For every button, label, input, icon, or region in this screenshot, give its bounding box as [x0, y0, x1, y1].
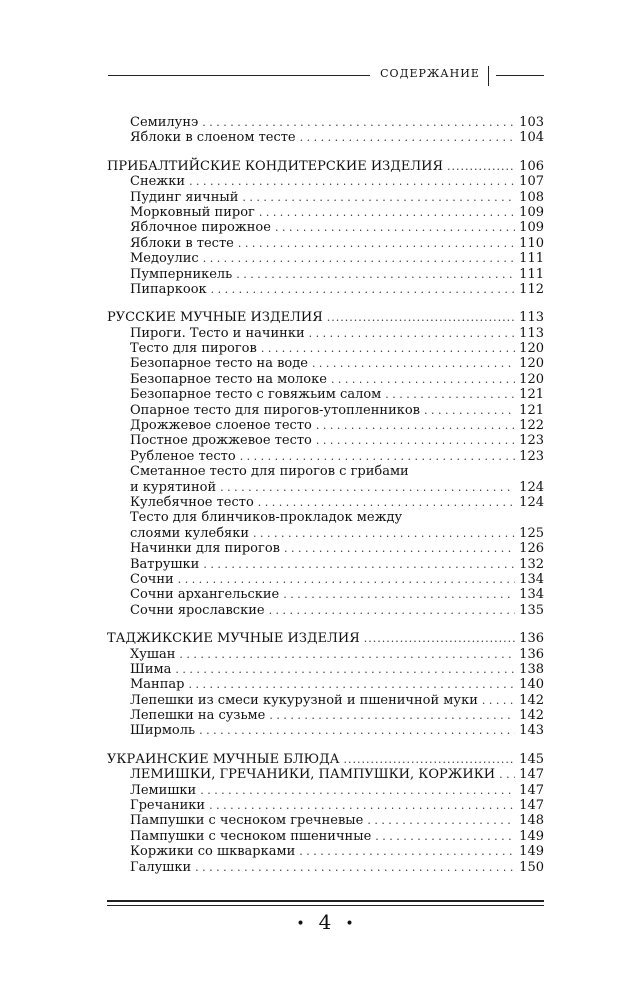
- header-rule-right: [496, 75, 544, 76]
- toc-entry: [107, 541, 544, 556]
- toc-entry-title: Галушки: [130, 859, 192, 875]
- dot-leader: [364, 631, 515, 646]
- toc-entry-page: 138: [519, 661, 544, 677]
- toc-entry-title: Яблоки в слоеном тесте: [130, 130, 296, 146]
- dot-leader: [179, 647, 515, 662]
- toc-entry-page: 142: [519, 708, 544, 724]
- toc-entry-title: Сочни ярославские: [130, 602, 265, 618]
- dot-leader: [240, 449, 515, 464]
- toc-entry-title: Безопарное тесто на воде: [130, 356, 308, 372]
- toc-entry-title: Постное дрожжевое тесто: [130, 433, 312, 449]
- toc-entry-line1-title: Тесто для блинчиков-прокладок между: [130, 510, 403, 526]
- toc-entry: [107, 115, 544, 130]
- toc-entry: [107, 282, 544, 297]
- toc-entry-page: 147: [519, 767, 544, 783]
- dot-leader: [259, 205, 515, 220]
- footer-rule-thin: [107, 905, 544, 906]
- toc-entry-page: 126: [519, 541, 544, 557]
- toc-entry-title: Морковный пирог: [130, 204, 255, 220]
- page-number-bullet-right: •: [345, 915, 354, 932]
- toc-section-heading-title: УКРАИНСКИЕ МУЧНЫЕ БЛЮДА: [107, 751, 340, 767]
- toc-entry: [107, 205, 544, 220]
- toc-entry-page: 121: [519, 387, 544, 403]
- dot-leader: [258, 495, 515, 510]
- toc-entry-page: 134: [519, 571, 544, 587]
- dot-leader: [275, 220, 515, 235]
- toc-entry-title: Безопарное тесто на молоке: [130, 371, 327, 387]
- toc-entry-title: слоями кулебяки: [130, 525, 250, 541]
- toc-entry-page: 120: [519, 371, 544, 387]
- toc-entry-page: 123: [519, 433, 544, 449]
- toc-entry-page: 109: [519, 220, 544, 236]
- toc-entry-page: 147: [519, 798, 544, 814]
- toc-entry-title: Лепешки из смеси кукурузной и пшеничной муки: [130, 692, 478, 708]
- toc-entry-page: 109: [519, 204, 544, 220]
- toc-entry-title: Пипаркоок: [130, 281, 207, 297]
- dot-leader: [242, 190, 515, 205]
- toc-entry-title: Лепешки на сузьме: [130, 708, 266, 724]
- toc-entry: [107, 403, 544, 418]
- dot-leader: [200, 783, 515, 798]
- toc-entry: [107, 418, 544, 433]
- toc-section-heading-page: 106: [519, 158, 544, 174]
- toc-entry: [107, 449, 544, 464]
- toc-entry: [107, 190, 544, 205]
- toc-entry: [107, 647, 544, 662]
- toc-entry-page: 104: [519, 130, 544, 146]
- toc-entry-title: Ширмоль: [130, 723, 196, 739]
- toc-entry: [107, 526, 544, 541]
- dot-leader: [203, 557, 515, 572]
- toc-entry-title: Сочни архангельские: [130, 587, 280, 603]
- toc-entry-page: 143: [519, 723, 544, 739]
- dot-leader: [344, 752, 516, 767]
- toc-entry-page: 123: [519, 448, 544, 464]
- dot-leader: [195, 860, 515, 875]
- toc-entry-title: Ватрушки: [130, 556, 200, 572]
- page-number-value: 4: [318, 910, 332, 934]
- toc-entry: [107, 813, 544, 828]
- toc-entry-page: 103: [519, 115, 544, 130]
- dot-leader: [316, 418, 515, 433]
- dot-leader: [499, 767, 515, 782]
- toc-entry-title: Кулебячное тесто: [130, 494, 254, 510]
- toc-section-heading: [107, 752, 544, 767]
- toc-entry-title: Дрожжевое слоеное тесто: [130, 418, 312, 434]
- toc-entry: [107, 662, 544, 677]
- toc-entry: [107, 495, 544, 510]
- toc-section-heading: [107, 159, 544, 174]
- toc-entry: [107, 236, 544, 251]
- toc-entry-title: Пудинг яичный: [130, 189, 239, 205]
- toc-entry: [107, 844, 544, 859]
- dot-leader: [236, 267, 515, 282]
- toc-entry-title: Манпар: [130, 677, 185, 693]
- dot-leader: [309, 326, 516, 341]
- toc-entry-title: Пумперникель: [130, 266, 233, 282]
- toc-entry-page: 149: [519, 828, 544, 844]
- toc-entry-page: 140: [519, 677, 544, 693]
- toc-entry-page: 108: [519, 189, 544, 205]
- dot-leader: [178, 572, 515, 587]
- toc-entry-line1: [107, 510, 544, 525]
- running-header: [108, 66, 544, 86]
- toc-entry-page: 111: [519, 266, 544, 282]
- dot-leader: [189, 174, 515, 189]
- toc-entry: [107, 356, 544, 371]
- dot-leader: [284, 541, 515, 556]
- toc-entry: [107, 433, 544, 448]
- toc-section-heading-title: РУССКИЕ МУЧНЫЕ ИЗДЕЛИЯ: [107, 310, 323, 326]
- toc-entry-page: 120: [519, 356, 544, 372]
- toc-entry: [107, 860, 544, 875]
- toc-entry-page: 110: [519, 235, 544, 251]
- toc-entry: [107, 220, 544, 235]
- dot-leader: [482, 693, 515, 708]
- toc-entry-line1: [107, 464, 544, 479]
- dot-leader: [331, 372, 515, 387]
- dot-leader: [424, 403, 515, 418]
- dot-leader: [269, 603, 516, 618]
- dot-leader: [300, 130, 516, 145]
- toc-entry-title: Яблочное пирожное: [130, 220, 271, 236]
- dot-leader: [211, 282, 516, 297]
- toc-entry-line1-title: Сметанное тесто для пирогов с грибами: [130, 464, 409, 480]
- toc-entry-title: Рубленое тесто: [130, 448, 236, 464]
- toc-entry-page: 142: [519, 692, 544, 708]
- toc-entry-title: Опарное тесто для пирогов-утопленников: [130, 402, 420, 418]
- dot-leader: [283, 587, 515, 602]
- dot-leader: [447, 159, 515, 174]
- dot-leader: [238, 236, 515, 251]
- page-number: [270, 910, 380, 934]
- toc-entry-page: 124: [519, 479, 544, 495]
- dot-leader: [316, 433, 515, 448]
- toc-entry: [107, 130, 544, 145]
- footer-rule-thick: [107, 900, 544, 902]
- toc-section-heading-page: 113: [519, 310, 544, 326]
- header-vertical-bar: [488, 66, 489, 86]
- toc-section-heading-page: 145: [519, 751, 544, 767]
- toc-entry: [107, 829, 544, 844]
- table-of-contents: [107, 115, 544, 888]
- toc-entry: [107, 326, 544, 341]
- dot-leader: [203, 251, 515, 266]
- dot-leader: [269, 708, 515, 723]
- toc-entry-page: 147: [519, 782, 544, 798]
- toc-entry: [107, 557, 544, 572]
- dot-leader: [175, 662, 515, 677]
- dot-leader: [209, 798, 515, 813]
- toc-section: [107, 115, 544, 146]
- toc-entry: [107, 174, 544, 189]
- dot-leader: [299, 844, 515, 859]
- dot-leader: [199, 723, 515, 738]
- toc-entry-title: Шима: [130, 661, 172, 677]
- toc-entry-title: Яблоки в тесте: [130, 235, 234, 251]
- toc-section-heading: [107, 631, 544, 646]
- toc-entry-title: ЛЕМИШКИ, ГРЕЧАНИКИ, ПАМПУШКИ, КОРЖИКИ: [130, 767, 496, 783]
- toc-entry: [107, 267, 544, 282]
- toc-entry-page: 150: [519, 859, 544, 875]
- toc-entry-page: 148: [519, 813, 544, 829]
- toc-entry-page: 136: [519, 646, 544, 662]
- toc-section-heading-page: 136: [519, 631, 544, 647]
- toc-entry-title: Пампушки с чесноком пшеничные: [130, 828, 372, 844]
- toc-entry: [107, 587, 544, 602]
- dot-leader: [202, 115, 515, 130]
- toc-entry-title: Безопарное тесто с говяжьим салом: [130, 387, 382, 403]
- toc-entry-page: 120: [519, 341, 544, 357]
- toc-entry-page: 125: [519, 525, 544, 541]
- toc-entry-page: 132: [519, 556, 544, 572]
- toc-entry: [107, 798, 544, 813]
- toc-entry-title: Пампушки с чесноком гречневые: [130, 813, 364, 829]
- toc-entry-title: Гречаники: [130, 798, 206, 814]
- running-header-title: СОДЕРЖАНИЕ: [380, 67, 480, 80]
- toc-entry-title: Сочни: [130, 571, 174, 587]
- toc-entry: [107, 387, 544, 402]
- toc-entry-page: 113: [519, 325, 544, 341]
- toc-entry: [107, 372, 544, 387]
- toc-entry: [107, 783, 544, 798]
- dot-leader: [188, 677, 515, 692]
- dot-leader: [220, 480, 515, 495]
- dot-leader: [312, 356, 515, 371]
- toc-entry: [107, 723, 544, 738]
- toc-entry-title: Семилунэ: [130, 115, 199, 130]
- toc-entry-title: Снежки: [130, 174, 186, 190]
- toc-entry-title: Тесто для пирогов: [130, 341, 257, 357]
- toc-entry: [107, 572, 544, 587]
- toc-entry: [107, 767, 544, 782]
- toc-section-heading-title: ПРИБАЛТИЙСКИЕ КОНДИТЕРСКИЕ ИЗДЕЛИЯ: [107, 158, 443, 174]
- toc-entry-title: Пироги. Тесто и начинки: [130, 325, 305, 341]
- toc-entry: [107, 251, 544, 266]
- toc-section-heading-title: ТАДЖИКСКИЕ МУЧНЫЕ ИЗДЕЛИЯ: [107, 631, 360, 647]
- toc-entry-page: 134: [519, 587, 544, 603]
- toc-entry-title: Хушан: [130, 646, 176, 662]
- toc-entry: [107, 341, 544, 356]
- toc-section: [107, 159, 544, 298]
- dot-leader: [385, 387, 515, 402]
- toc-entry-page: 121: [519, 402, 544, 418]
- toc-entry: [107, 693, 544, 708]
- toc-section: [107, 310, 544, 618]
- toc-entry-page: 124: [519, 494, 544, 510]
- toc-entry-title: Медоулис: [130, 251, 199, 267]
- toc-entry-page: 107: [519, 174, 544, 190]
- toc-entry-title: Начинки для пирогов: [130, 541, 280, 557]
- toc-entry-page: 149: [519, 844, 544, 860]
- toc-entry-title: и курятиной: [130, 479, 217, 495]
- header-rule-left: [108, 75, 370, 76]
- toc-section-heading: [107, 310, 544, 325]
- toc-entry: [107, 677, 544, 692]
- toc-entry: [107, 480, 544, 495]
- dot-leader: [253, 526, 515, 541]
- dot-leader: [367, 813, 515, 828]
- toc-entry-page: 135: [519, 602, 544, 618]
- toc-entry-title: Коржики со шкварками: [130, 844, 296, 860]
- toc-section: [107, 631, 544, 739]
- toc-entry-page: 112: [519, 281, 544, 297]
- toc-section: [107, 752, 544, 875]
- toc-entry-page: 122: [519, 418, 544, 434]
- page-number-bullet-left: •: [296, 915, 305, 932]
- dot-leader: [375, 829, 515, 844]
- dot-leader: [261, 341, 515, 356]
- toc-entry: [107, 603, 544, 618]
- dot-leader: [327, 310, 515, 325]
- toc-entry-title: Лемишки: [130, 782, 197, 798]
- toc-entry-page: 111: [519, 251, 544, 267]
- toc-entry: [107, 708, 544, 723]
